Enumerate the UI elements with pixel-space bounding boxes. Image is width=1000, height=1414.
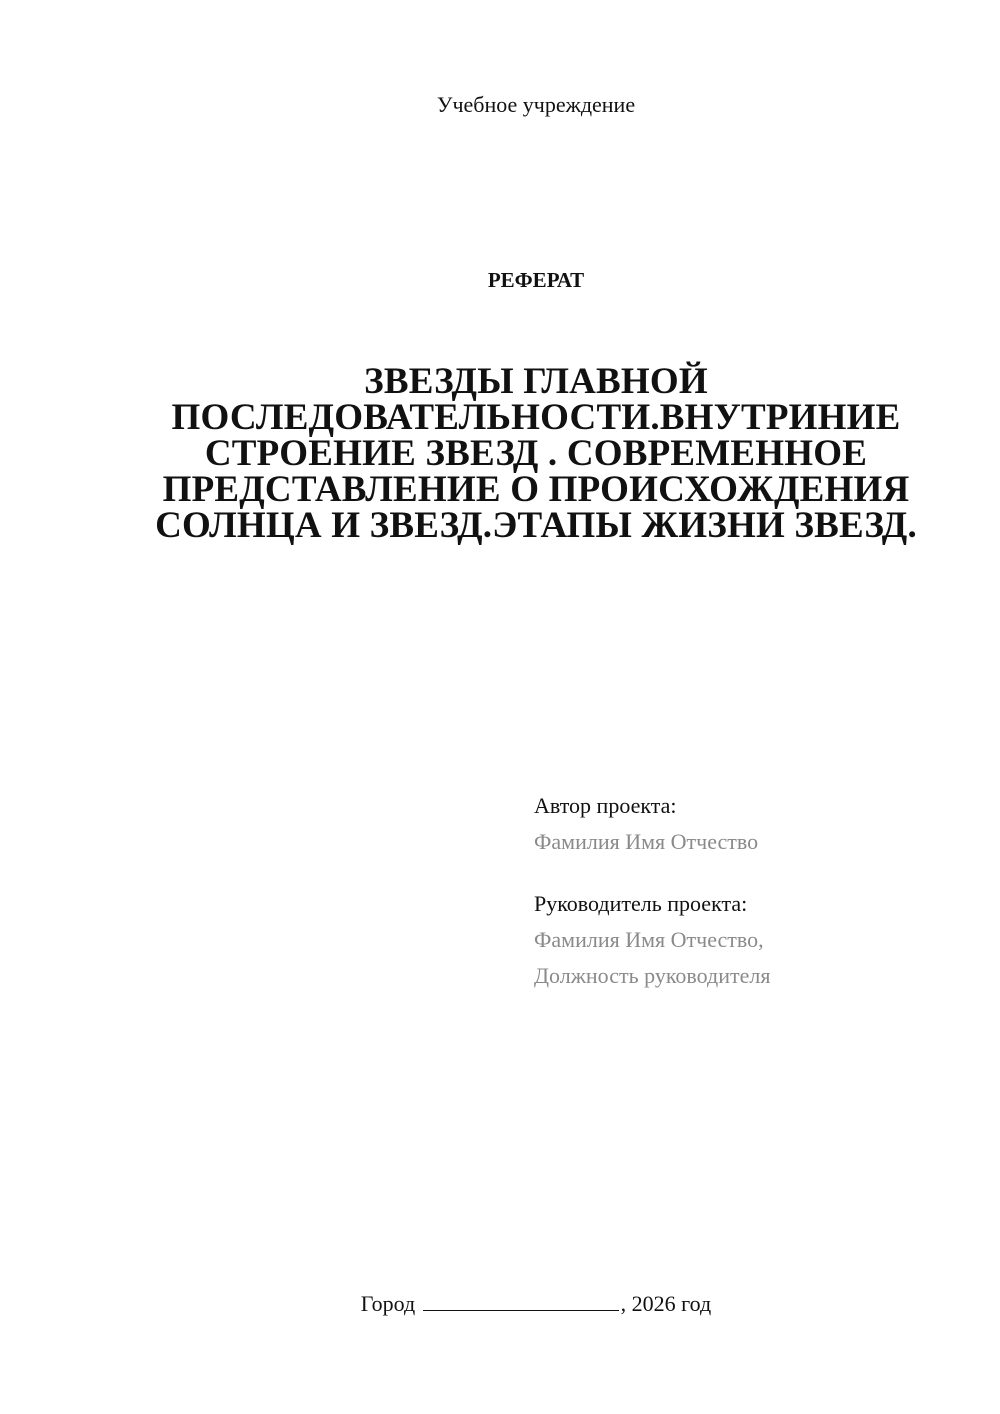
city-label: Город: [360, 1291, 416, 1316]
city-blank-line: [423, 1290, 619, 1311]
supervisor-position: Должность руководителя: [534, 963, 771, 988]
document-type: РЕФЕРАТ: [487, 268, 585, 292]
supervisor-name: Фамилия Имя Отчество,: [534, 927, 764, 952]
credits-spacer: [534, 860, 964, 886]
author-name: Фамилия Имя Отчество: [534, 829, 759, 854]
document-title: ЗВЕЗДЫ ГЛАВНОЙ ПОСЛЕДОВАТЕЛЬНОСТИ.ВНУТРИНИЕ СТРОЕНИЕ ЗВЕЗД . СОВРЕМЕННОЕ ПРЕДСТАВЛЕНИЕ О ПРОИСХОЖДЕНИЯ СОЛНЦА И ЗВЕЗД.ЭТАПЫ ЖИЗНИ ЗВЕЗД.: [155, 361, 917, 546]
author-label: Автор проекта:: [534, 793, 677, 818]
institution-name: Учебное учреждение: [436, 92, 636, 117]
footer-city-year: [0, 1290, 1000, 1317]
supervisor-label: Руководитель проекта:: [534, 891, 748, 916]
credits-block: [534, 788, 964, 994]
year-text: , 2026 год: [620, 1291, 712, 1316]
